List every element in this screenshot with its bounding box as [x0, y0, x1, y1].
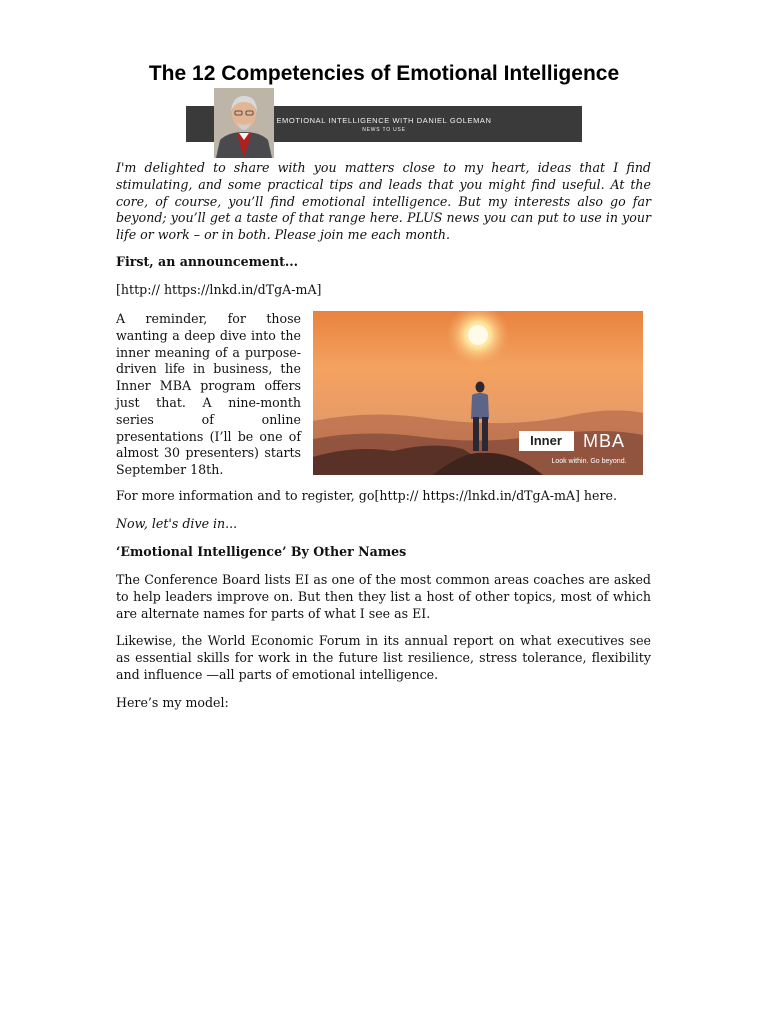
logo-tagline: Look within. Go beyond. [551, 458, 627, 465]
inner-mba-image [313, 311, 643, 475]
sunset-hiker-illustration [313, 311, 643, 475]
announcement-heading: First, an announcement... [116, 254, 299, 269]
announcement-body: A reminder, for those wanting a deep dive into the inner meaning of a purpose-driven life in business, the Inner MBA program offers just that. A nine-month series of online presentations (I’ll be one of almost 30 presenters) starts September 18th. [116, 311, 301, 478]
world-economic-forum-paragraph: Likewise, the World Economic Forum in its annual report on what executives see as essential skills for work in the future list resilience, stress tolerance, flexibility and influence —all parts of emotional intelligence. [116, 633, 651, 682]
banner-title: EMOTIONAL INTELLIGENCE WITH DANIEL GOLEMAN [276, 116, 492, 125]
intro-paragraph: I'm delighted to share with you matters close to my heart, ideas that I find stimulating, and some practical tips and leads that you might find useful. At the core, of course, you’ll find emotional intelligence. But my interests also go far beyond; you’ll get a taste of that range here. PLUS news you can put to use in your life or work – or in both. Please join me each month. [116, 160, 651, 243]
more-info-line[interactable]: For more information and to register, go[http:// https://lnkd.in/dTgA-mA] here. [116, 488, 617, 503]
portrait-illustration [214, 88, 274, 158]
model-intro-line: Here’s my model: [116, 695, 229, 710]
logo-inner-text: Inner [530, 433, 562, 448]
announcement-link[interactable]: [http:// https://lnkd.in/dTgA-mA] [116, 282, 322, 297]
section-heading: ‘Emotional Intelligence’ By Other Names [116, 544, 407, 559]
document-title: The 12 Competencies of Emotional Intelligence [148, 62, 620, 85]
dive-in-line: Now, let's dive in... [116, 516, 238, 531]
logo-mba-text: MBA [582, 431, 626, 451]
banner-subtitle: NEWS TO USE [362, 127, 406, 133]
author-portrait [214, 88, 274, 158]
conference-board-paragraph: The Conference Board lists EI as one of the most common areas coaches are asked to help leaders improve on. But then they list a host of other topics, most of which are alternate names for parts of what I see as EI. [116, 572, 651, 621]
